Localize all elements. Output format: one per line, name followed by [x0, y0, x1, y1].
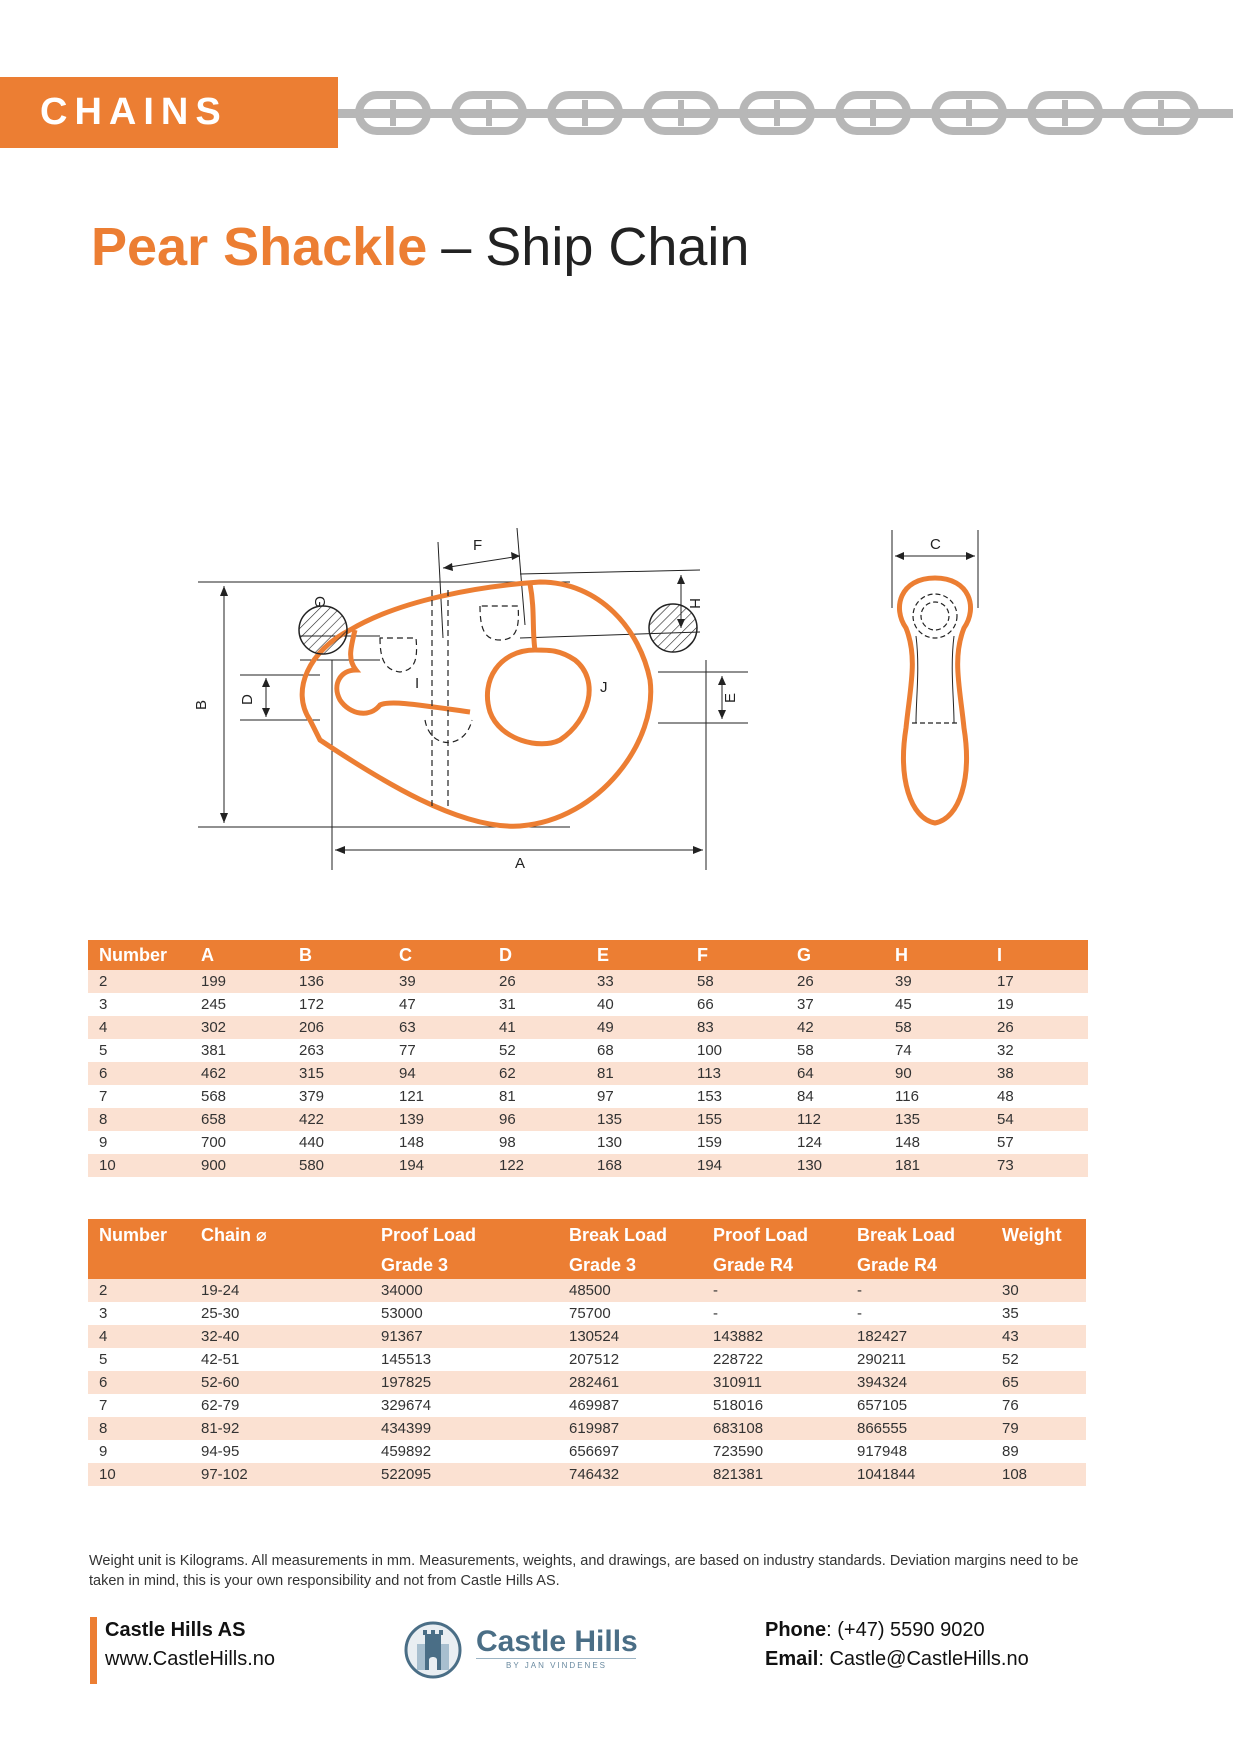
column-header: Proof Load — [702, 1219, 846, 1249]
table-cell: 656697 — [558, 1440, 702, 1463]
table-cell: 62 — [488, 1062, 586, 1085]
table-cell: 6 — [88, 1062, 190, 1085]
table-cell: 79 — [991, 1417, 1086, 1440]
chain-stud-icon — [486, 100, 492, 126]
table-cell: 4 — [88, 1016, 190, 1039]
column-header: Break Load — [558, 1219, 702, 1249]
table-cell: 8 — [88, 1417, 190, 1440]
table-cell: 94 — [388, 1062, 488, 1085]
table-cell: 900 — [190, 1154, 288, 1177]
table-cell: 49 — [586, 1016, 686, 1039]
table-row — [88, 1108, 1088, 1131]
table-cell: 310911 — [702, 1371, 846, 1394]
table-cell: 135 — [586, 1108, 686, 1131]
table-cell: 38 — [986, 1062, 1088, 1085]
dim-label-e: E — [722, 692, 739, 703]
table-cell: 746432 — [558, 1463, 702, 1486]
email-label: Email — [765, 1648, 819, 1670]
table-cell: 394324 — [846, 1371, 991, 1394]
table-cell: 4 — [88, 1325, 190, 1348]
table-cell: 45 — [884, 993, 986, 1016]
table-cell: - — [846, 1302, 991, 1325]
table-row — [88, 1348, 1086, 1371]
table-cell: 182427 — [846, 1325, 991, 1348]
table-cell: 116 — [884, 1085, 986, 1108]
table-cell: 683108 — [702, 1417, 846, 1440]
table-row — [88, 1279, 1086, 1302]
table-cell: 135 — [884, 1108, 986, 1131]
table-cell: 76 — [991, 1394, 1086, 1417]
table-cell: 1041844 — [846, 1463, 991, 1486]
table-cell: 52 — [991, 1348, 1086, 1371]
table-cell: 194 — [686, 1154, 786, 1177]
table-cell: 77 — [388, 1039, 488, 1062]
table-cell: 263 — [288, 1039, 388, 1062]
table-cell: 94-95 — [190, 1440, 370, 1463]
table-cell: 40 — [586, 993, 686, 1016]
table-cell: 58 — [884, 1016, 986, 1039]
email-value: : Castle@CastleHills.no — [818, 1648, 1029, 1670]
table-cell: 2 — [88, 970, 190, 993]
footer-email[interactable] — [765, 1648, 1029, 1671]
footer-company-name: Castle Hills AS — [105, 1619, 246, 1641]
table-cell: 81-92 — [190, 1417, 370, 1440]
chain-stud-icon — [870, 100, 876, 126]
table-cell: 302 — [190, 1016, 288, 1039]
column-header: Weight — [991, 1219, 1086, 1249]
table-cell: 700 — [190, 1131, 288, 1154]
dim-label-f: F — [473, 537, 483, 554]
logo-tagline: BY JAN VINDENES — [506, 1661, 607, 1670]
logo-divider — [476, 1658, 636, 1659]
table-cell: 48 — [986, 1085, 1088, 1108]
table-cell: 181 — [884, 1154, 986, 1177]
column-header: I — [986, 940, 1088, 970]
table-cell: 66 — [686, 993, 786, 1016]
table-cell: 52-60 — [190, 1371, 370, 1394]
table-cell: 139 — [388, 1108, 488, 1131]
chain-stud-icon — [1062, 100, 1068, 126]
disclaimer-note: Weight unit is Kilograms. All measurements in mm. Measurements, weights, and drawings, are based on industry standards. Deviation margins need to be taken in mind, this is your own responsibility and not from Castle Hills AS. — [89, 1553, 1079, 1589]
table-cell: 518016 — [702, 1394, 846, 1417]
table-cell: 10 — [88, 1154, 190, 1177]
table-row — [88, 1154, 1088, 1177]
table-cell: 25-30 — [190, 1302, 370, 1325]
table-cell: 9 — [88, 1131, 190, 1154]
table-cell: 9 — [88, 1440, 190, 1463]
table-cell: 7 — [88, 1085, 190, 1108]
table-cell: 97-102 — [190, 1463, 370, 1486]
table-cell: 522095 — [370, 1463, 558, 1486]
table-cell: 136 — [288, 970, 388, 993]
dim-label-d: D — [239, 694, 256, 705]
table-cell: 245 — [190, 993, 288, 1016]
table-cell: 148 — [884, 1131, 986, 1154]
table-cell: 35 — [991, 1302, 1086, 1325]
table-cell: 89 — [991, 1440, 1086, 1463]
table-cell: 459892 — [370, 1440, 558, 1463]
footer-accent-bar — [90, 1617, 97, 1684]
table-row — [88, 1371, 1086, 1394]
table-row — [88, 1325, 1086, 1348]
footer-phone[interactable] — [765, 1619, 985, 1642]
table-cell: 434399 — [370, 1417, 558, 1440]
table-cell: 53000 — [370, 1302, 558, 1325]
table-row — [88, 1016, 1088, 1039]
table-cell: 130524 — [558, 1325, 702, 1348]
table-cell: 197825 — [370, 1371, 558, 1394]
table-cell: 282461 — [558, 1371, 702, 1394]
title-category: Ship Chain — [485, 217, 750, 277]
table-cell: 5 — [88, 1039, 190, 1062]
table-cell: 130 — [586, 1131, 686, 1154]
table-cell: 658 — [190, 1108, 288, 1131]
chain-stud-icon — [966, 100, 972, 126]
shackle-front-drawing — [180, 520, 760, 880]
table-cell: 37 — [786, 993, 884, 1016]
table-cell: 62-79 — [190, 1394, 370, 1417]
table-cell: 619987 — [558, 1417, 702, 1440]
column-header: Number — [88, 940, 190, 970]
table-cell: 43 — [991, 1325, 1086, 1348]
column-header: Proof Load — [370, 1219, 558, 1249]
table-cell: 113 — [686, 1062, 786, 1085]
table-cell: 462 — [190, 1062, 288, 1085]
table-cell: 26 — [986, 1016, 1088, 1039]
page-title — [91, 216, 749, 278]
table-row — [88, 1039, 1088, 1062]
table-cell: 31 — [488, 993, 586, 1016]
dimensions-table — [88, 940, 1088, 1177]
table-cell: 207512 — [558, 1348, 702, 1371]
column-header: C — [388, 940, 488, 970]
chain-stud-icon — [582, 100, 588, 126]
chain-stud-icon — [1158, 100, 1164, 126]
table-cell: 469987 — [558, 1394, 702, 1417]
table-cell: 315 — [288, 1062, 388, 1085]
table-cell: 290211 — [846, 1348, 991, 1371]
table-cell: 112 — [786, 1108, 884, 1131]
table-cell: 84 — [786, 1085, 884, 1108]
table-cell: 100 — [686, 1039, 786, 1062]
table-cell: 39 — [388, 970, 488, 993]
table-cell: 143882 — [702, 1325, 846, 1348]
table-cell: 52 — [488, 1039, 586, 1062]
title-product: Pear Shackle — [91, 217, 428, 277]
table-row — [88, 1440, 1086, 1463]
table-cell: 122 — [488, 1154, 586, 1177]
column-header: H — [884, 940, 986, 970]
dim-label-j: J — [600, 679, 608, 696]
table-cell: 26 — [786, 970, 884, 993]
table-cell: 90 — [884, 1062, 986, 1085]
dim-label-i: I — [415, 675, 420, 692]
table-cell: 657105 — [846, 1394, 991, 1417]
table-cell: 580 — [288, 1154, 388, 1177]
phone-label: Phone — [765, 1619, 827, 1641]
table-cell: 19 — [986, 993, 1088, 1016]
table-cell: 32-40 — [190, 1325, 370, 1348]
table-cell: - — [702, 1302, 846, 1325]
castle-logo-icon — [403, 1620, 463, 1680]
table-cell: 96 — [488, 1108, 586, 1131]
table-cell: 97 — [586, 1085, 686, 1108]
table-cell: 2 — [88, 1279, 190, 1302]
dim-label-g: G — [311, 596, 328, 608]
table-cell: 68 — [586, 1039, 686, 1062]
column-header: Number — [88, 1219, 190, 1249]
table-cell: 821381 — [702, 1463, 846, 1486]
table-cell: 81 — [586, 1062, 686, 1085]
table-cell: 440 — [288, 1131, 388, 1154]
table-cell: 54 — [986, 1108, 1088, 1131]
table-cell: 81 — [488, 1085, 586, 1108]
column-header: G — [786, 940, 884, 970]
table-cell: 723590 — [702, 1440, 846, 1463]
table-row — [88, 1085, 1088, 1108]
column-header-subline: Grade R4 — [702, 1249, 846, 1279]
table-cell: 30 — [991, 1279, 1086, 1302]
table-cell: 145513 — [370, 1348, 558, 1371]
table-cell: 33 — [586, 970, 686, 993]
phone-value: : (+47) 5590 9020 — [826, 1619, 985, 1641]
table-cell: 98 — [488, 1131, 586, 1154]
table-cell: - — [846, 1279, 991, 1302]
table-cell: 47 — [388, 993, 488, 1016]
table-cell: 121 — [388, 1085, 488, 1108]
table-cell: 32 — [986, 1039, 1088, 1062]
table-cell: 34000 — [370, 1279, 558, 1302]
table-cell: 159 — [686, 1131, 786, 1154]
table-cell: 568 — [190, 1085, 288, 1108]
loads-table — [88, 1219, 1086, 1486]
column-header-subline — [190, 1249, 370, 1279]
table-cell: 39 — [884, 970, 986, 993]
table-cell: 57 — [986, 1131, 1088, 1154]
table-cell: 6 — [88, 1371, 190, 1394]
column-header: D — [488, 940, 586, 970]
table-row — [88, 1302, 1086, 1325]
table-row — [88, 1131, 1088, 1154]
section-banner: CHAINS — [0, 77, 338, 148]
table-cell: 41 — [488, 1016, 586, 1039]
table-cell: 228722 — [702, 1348, 846, 1371]
table-cell: - — [702, 1279, 846, 1302]
logo-wordmark: Castle Hills — [476, 1625, 638, 1658]
chain-stud-icon — [390, 100, 396, 126]
table-cell: 42 — [786, 1016, 884, 1039]
table-cell: 58 — [686, 970, 786, 993]
table-cell: 91367 — [370, 1325, 558, 1348]
table-cell: 379 — [288, 1085, 388, 1108]
table-cell: 172 — [288, 993, 388, 1016]
table-cell: 422 — [288, 1108, 388, 1131]
table-cell: 65 — [991, 1371, 1086, 1394]
chain-stud-icon — [774, 100, 780, 126]
dim-label-b: B — [193, 699, 210, 710]
table-cell: 124 — [786, 1131, 884, 1154]
column-header: Chain ⌀ — [190, 1219, 370, 1249]
table-cell: 63 — [388, 1016, 488, 1039]
table-cell: 329674 — [370, 1394, 558, 1417]
table-cell: 155 — [686, 1108, 786, 1131]
table-cell: 194 — [388, 1154, 488, 1177]
table-cell: 199 — [190, 970, 288, 993]
dim-label-h: H — [686, 598, 703, 609]
table-cell: 866555 — [846, 1417, 991, 1440]
table-cell: 19-24 — [190, 1279, 370, 1302]
column-header-subline: Grade 3 — [370, 1249, 558, 1279]
table-cell: 3 — [88, 993, 190, 1016]
column-header-subline — [991, 1249, 1086, 1279]
table-cell: 7 — [88, 1394, 190, 1417]
chain-stud-icon — [678, 100, 684, 126]
table-cell: 10 — [88, 1463, 190, 1486]
table-cell: 3 — [88, 1302, 190, 1325]
table-cell: 130 — [786, 1154, 884, 1177]
table-cell: 75700 — [558, 1302, 702, 1325]
table-cell: 17 — [986, 970, 1088, 993]
table-row — [88, 1394, 1086, 1417]
table-cell: 64 — [786, 1062, 884, 1085]
dim-label-a: A — [515, 855, 526, 872]
table-cell: 8 — [88, 1108, 190, 1131]
title-separator: – — [441, 217, 472, 277]
table-cell: 74 — [884, 1039, 986, 1062]
chain-links-graphic — [338, 88, 1238, 138]
table-cell: 168 — [586, 1154, 686, 1177]
footer-website-link[interactable]: www.CastleHills.no — [105, 1648, 276, 1670]
table-cell: 381 — [190, 1039, 288, 1062]
column-header-subline: Grade R4 — [846, 1249, 991, 1279]
table-row — [88, 970, 1088, 993]
table-cell: 917948 — [846, 1440, 991, 1463]
column-header: E — [586, 940, 686, 970]
table-row — [88, 1062, 1088, 1085]
table-cell: 5 — [88, 1348, 190, 1371]
table-cell: 26 — [488, 970, 586, 993]
dim-label-c: C — [930, 536, 941, 553]
table-row — [88, 1417, 1086, 1440]
column-header-subline — [88, 1249, 190, 1279]
column-header-subline: Grade 3 — [558, 1249, 702, 1279]
column-header: F — [686, 940, 786, 970]
column-header: B — [288, 940, 388, 970]
table-cell: 48500 — [558, 1279, 702, 1302]
table-cell: 42-51 — [190, 1348, 370, 1371]
column-header: Break Load — [846, 1219, 991, 1249]
table-row — [88, 993, 1088, 1016]
shackle-side-drawing — [880, 528, 1010, 838]
table-cell: 153 — [686, 1085, 786, 1108]
table-cell: 108 — [991, 1463, 1086, 1486]
table-cell: 83 — [686, 1016, 786, 1039]
table-cell: 73 — [986, 1154, 1088, 1177]
table-cell: 58 — [786, 1039, 884, 1062]
table-cell: 148 — [388, 1131, 488, 1154]
table-row — [88, 1463, 1086, 1486]
column-header: A — [190, 940, 288, 970]
table-cell: 206 — [288, 1016, 388, 1039]
